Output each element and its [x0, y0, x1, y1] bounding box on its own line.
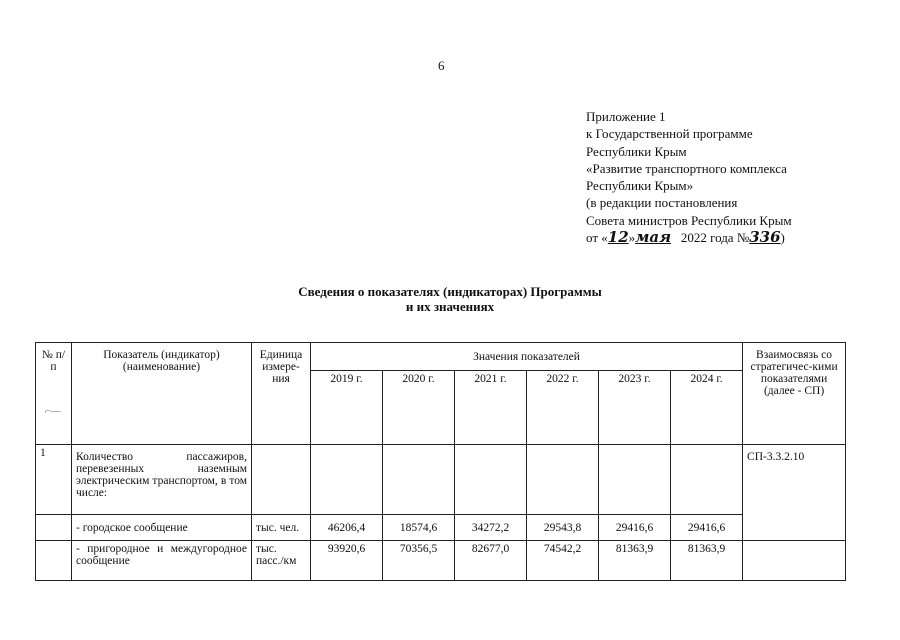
- handwritten-day: 12: [607, 228, 629, 247]
- row-value: 29543,8: [527, 515, 599, 541]
- row-value: 82677,0: [455, 541, 527, 581]
- row-value: 46206,4: [311, 515, 383, 541]
- appendix-line: (в редакции постановления: [586, 195, 738, 211]
- row-indicator: - городское сообщение: [72, 515, 252, 541]
- row-indicator: Количество пассажиров, перевезенных наземным электрическим транспортом, в том числе:: [72, 445, 252, 515]
- row-value: 70356,5: [383, 541, 455, 581]
- header-values-group: Значения показателей: [311, 343, 743, 371]
- header-year: 2023 г.: [599, 371, 671, 445]
- appendix-line: Совета министров Республики Крым: [586, 212, 792, 228]
- row-value: 29416,6: [671, 515, 743, 541]
- resolution-date-line: [586, 229, 792, 246]
- row-unit: тыс. чел.: [252, 515, 311, 541]
- appendix-line: Приложение 1: [586, 109, 666, 124]
- table-row: [36, 541, 846, 581]
- row-value: 93920,6: [311, 541, 383, 581]
- table-row: [36, 515, 846, 541]
- row-value: 34272,2: [455, 515, 527, 541]
- title-line-2: и их значениях: [405, 299, 495, 314]
- row-indicator: - пригородное и междугородное сообщение: [72, 541, 252, 581]
- header-num: № п/п: [36, 343, 72, 445]
- appendix-line: Республики Крым»: [586, 178, 694, 194]
- date-year: 2022 года №: [680, 230, 750, 246]
- header-year: 2022 г.: [527, 371, 599, 445]
- appendix-line: Республики Крым: [586, 143, 687, 159]
- table-row: [36, 445, 846, 515]
- indicators-table: [35, 342, 846, 581]
- row-num: 1: [36, 445, 72, 515]
- row-value: 29416,6: [599, 515, 671, 541]
- page-number: 6: [438, 58, 445, 73]
- date-day-close: »: [628, 230, 636, 246]
- header-year: 2020 г.: [383, 371, 455, 445]
- header-year: 2021 г.: [455, 371, 527, 445]
- row-value: 18574,6: [383, 515, 455, 541]
- handwritten-month: мая: [635, 228, 672, 247]
- appendix-block: [586, 108, 792, 246]
- row-link: СП-3.3.2.10: [743, 445, 846, 541]
- row-unit: тыс. пасс./км: [252, 541, 311, 581]
- header-link: Взаимосвязь со стратегичес-кими показателями (далее - СП): [743, 343, 846, 445]
- date-prefix: от «: [586, 230, 608, 246]
- date-close: ): [780, 230, 785, 246]
- header-year: 2019 г.: [311, 371, 383, 445]
- header-indicator: Показатель (индикатор) (наименование): [72, 343, 252, 445]
- header-year: 2024 г.: [671, 371, 743, 445]
- appendix-line: к Государственной программе: [586, 126, 753, 142]
- row-value: 81363,9: [671, 541, 743, 581]
- header-unit: Единица измере-ния: [252, 343, 311, 445]
- header-row: [36, 343, 846, 371]
- title-line-1: Сведения о показателях (индикаторах) Программы: [298, 284, 602, 299]
- row-value: 81363,9: [599, 541, 671, 581]
- handwritten-number: 336: [749, 228, 781, 247]
- document-title: [200, 284, 700, 314]
- scan-mark: ⌐—: [45, 406, 61, 417]
- row-value: 74542,2: [527, 541, 599, 581]
- appendix-line: «Развитие транспортного комплекса: [586, 160, 787, 176]
